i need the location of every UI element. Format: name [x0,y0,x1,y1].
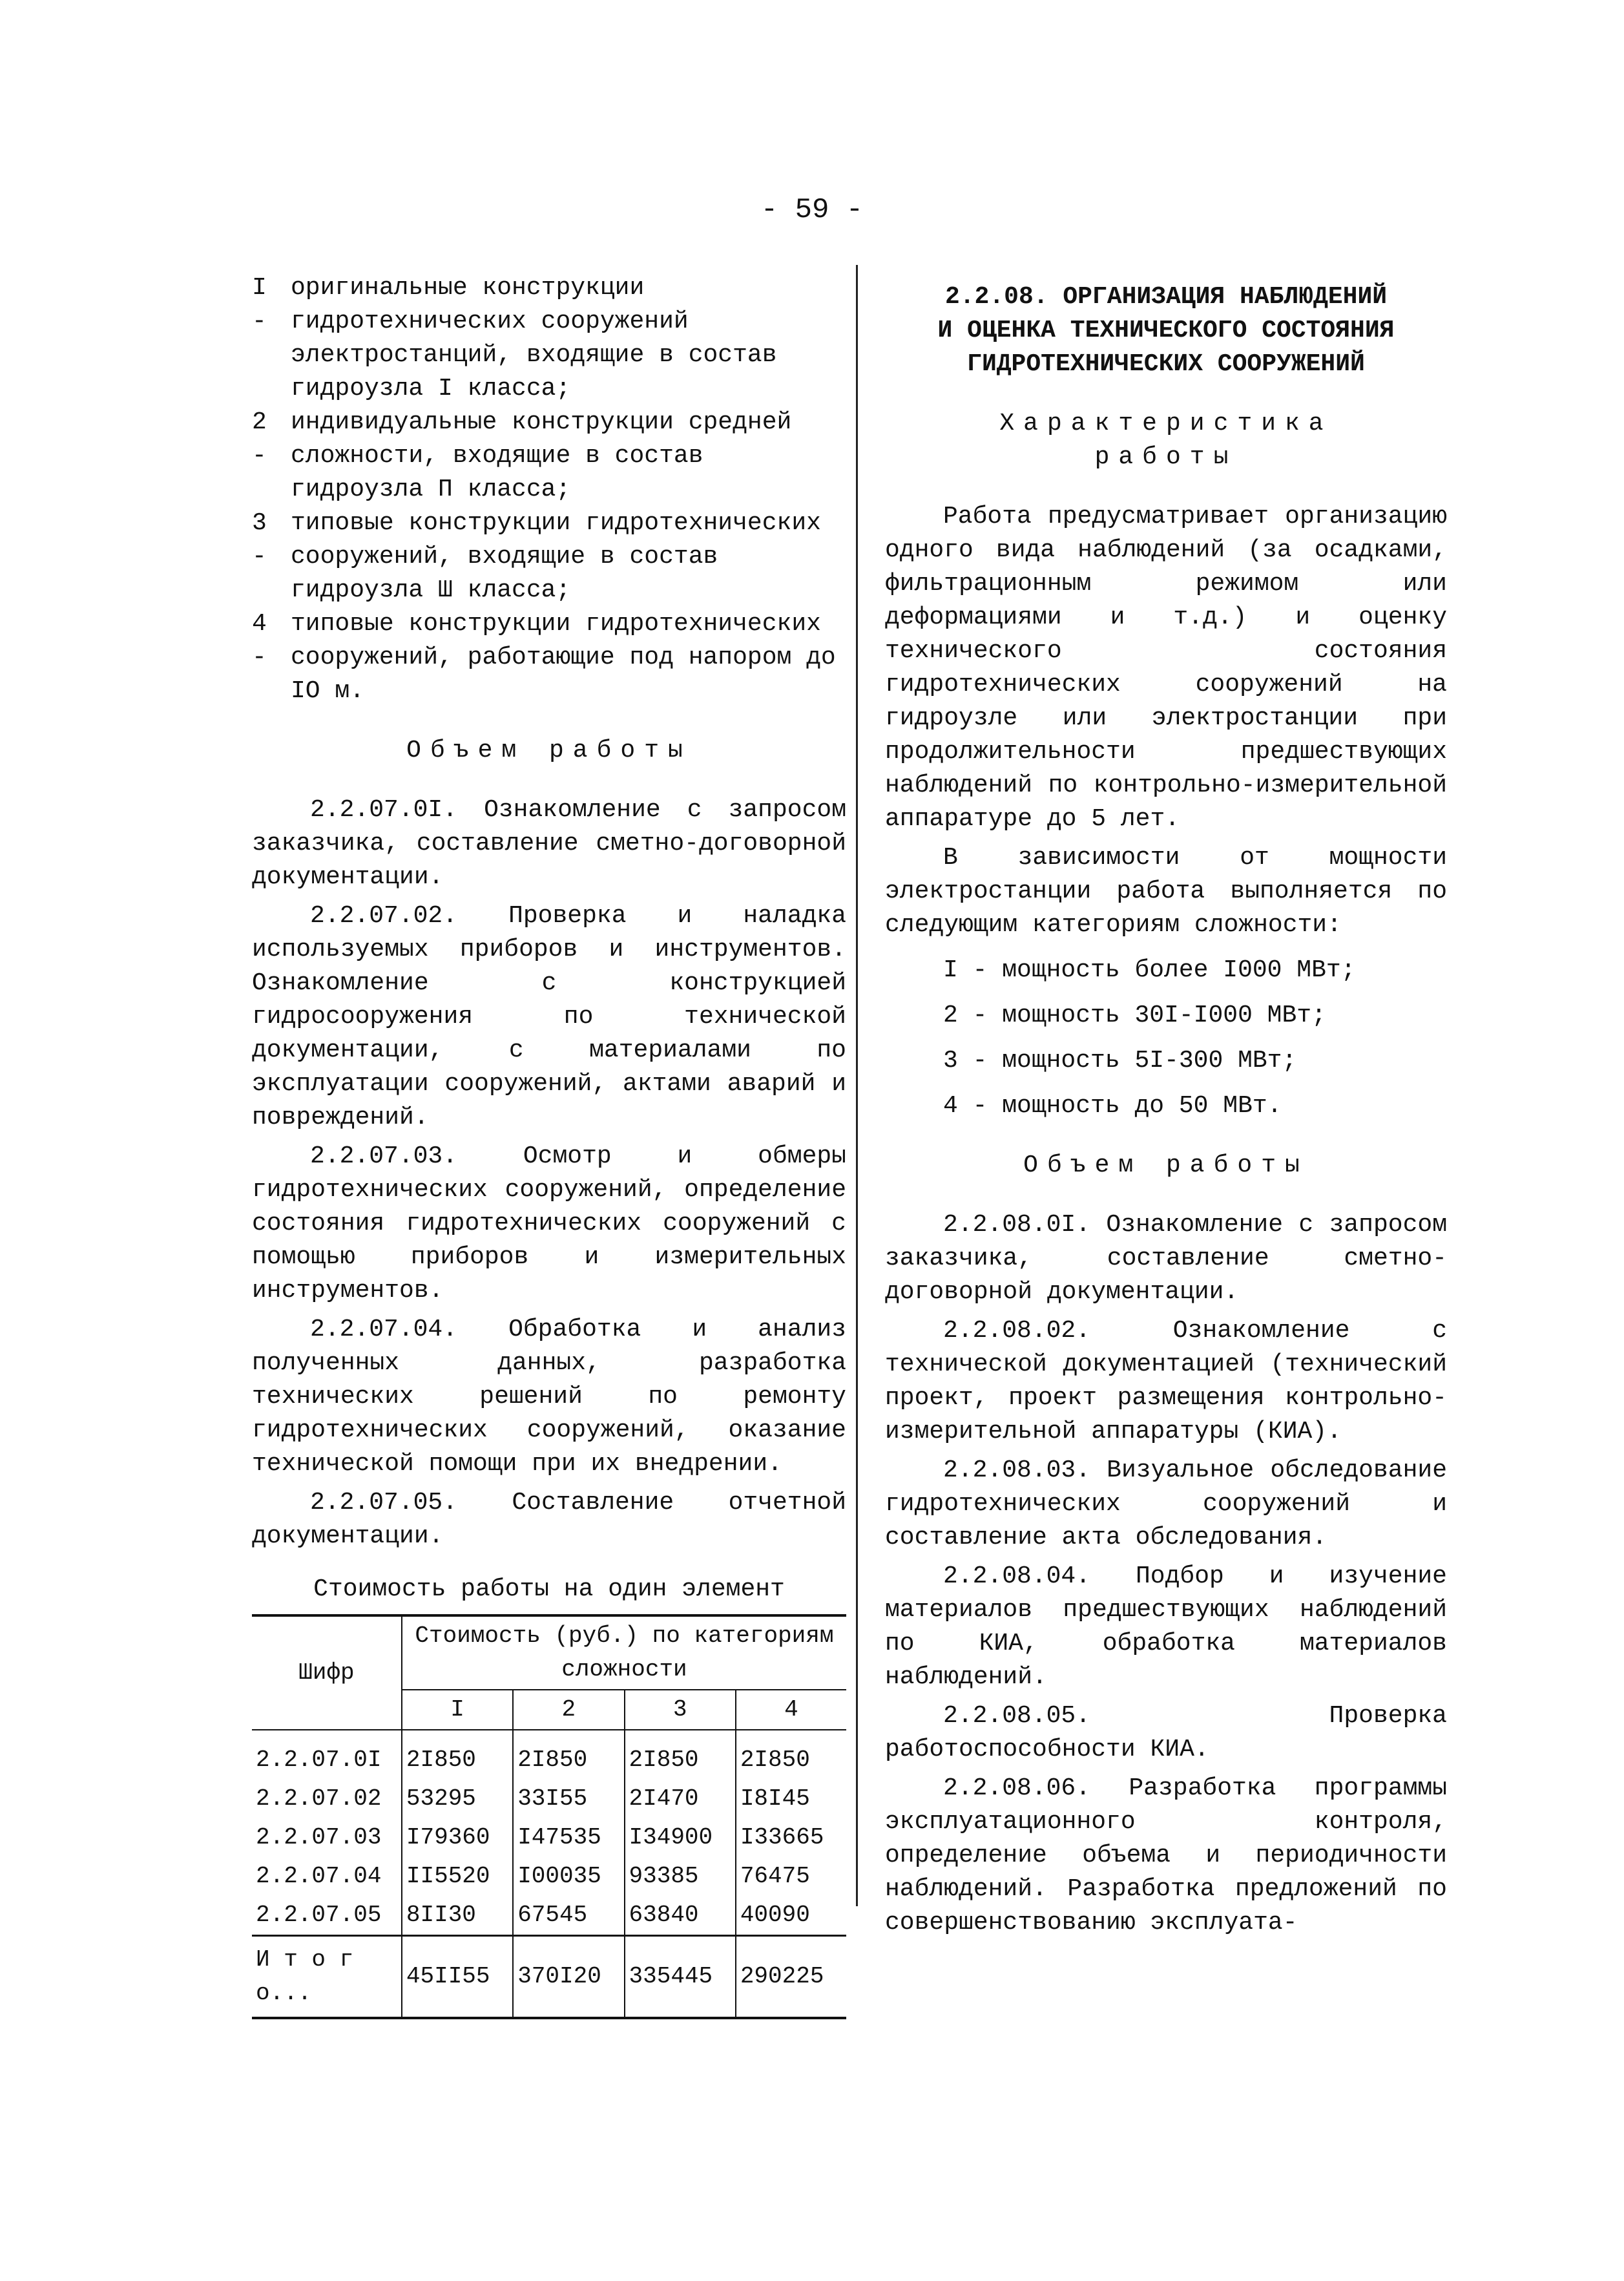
power-category: 2 - мощность 30I-I000 МВт; [943,1002,1326,1029]
title-line: ГИДРОТЕХНИЧЕСКИХ СООРУЖЕНИЙ [967,350,1365,378]
table-row: 2.2.07.05 8II30 67545 63840 40090 [252,1896,846,1936]
paragraph: 2.2.08.0I. Ознакомление с запросом заказчика, составление сметно-договорной документации. [885,1211,1447,1306]
paragraph: 2.2.07.02. Проверка и наладка используемых приборов и инструментов. Ознакомление с конструкцией гидросооружения по технической документации, с материалами по эксплуатации сооружений, актами аварий и повреждений. [252,902,846,1131]
table-header-code: Шифр [252,1615,402,1730]
table-header-cost: Стоимость (руб.) по категориям сложности [402,1615,846,1690]
paragraph: 2.2.07.05. Составление отчетной документации. [252,1489,846,1550]
table-row: 2.2.07.04 II5520 I00035 93385 76475 [252,1857,846,1896]
paragraph: 2.2.07.03. Осмотр и обмеры гидротехнических сооружений, определение состояния гидротехнических сооружений с помощью приборов и измерительных инструментов. [252,1142,846,1305]
power-category: 3 - мощность 5I-300 МВт; [943,1047,1297,1075]
list-item: 2 - индивидуальные конструкции средней сложности, входящие в состав гидроузла П класса; [252,408,792,503]
table-row: 2.2.07.0I 2I850 2I850 2I850 2I850 [252,1730,846,1780]
paragraph: В зависимости от мощности электростанции работа выполняется по следующим категориям сложности: [885,844,1447,939]
right-column [885,271,1447,1945]
cost-table [252,1614,846,2019]
section-heading: работы [1094,443,1238,471]
title-line: И ОЦЕНКА ТЕХНИЧЕСКОГО СОСТОЯНИЯ [937,317,1395,344]
table-header-cat: 3 [625,1690,736,1730]
page-number: - 59 - [760,194,864,226]
section-title [885,280,1447,381]
power-category: I - мощность более I000 МВт; [943,956,1356,984]
table-header-cat: I [402,1690,513,1730]
table-row: 2.2.07.02 53295 33I55 2I470 I8I45 [252,1780,846,1818]
section-heading: Объем работы [406,737,692,764]
paragraph: Работа предусматривает организацию одного вида наблюдений (за осадками, фильтрационным режимом или деформациями и т.д.) и оценку технического состояния гидротехнических сооружений на гидроузле или электростанции при продолжительности предшествующих наблюдений по контрольно-измерительной аппаратуре до 5 лет. [885,503,1447,833]
table-caption: Стоимость работы на один элемент [313,1575,785,1603]
paragraph: 2.2.07.04. Обработка и анализ полученных данных, разработка технических решений по ремонту гидротехнических сооружений, оказание технической помощи при их внедрении. [252,1316,846,1478]
section-heading: Характеристика [999,410,1333,437]
section-heading: Объем работы [1023,1151,1309,1179]
paragraph: 2.2.08.05. Проверка работоспособности КИА. [885,1702,1447,1763]
table-header-cat: 4 [736,1690,846,1730]
paragraph: 2.2.08.02. Ознакомление с технической документацией (технический проект, проект размещения контрольно-измерительной аппаратуры (КИА). [885,1317,1447,1445]
paragraph: 2.2.07.0I. Ознакомление с запросом заказчика, составление сметно-договорной документации. [252,796,846,891]
list-item: 4 - типовые конструкции гидротехнических сооружений, работающие под напором до IO м. [252,610,836,705]
title-line: 2.2.08. ОРГАНИЗАЦИЯ НАБЛЮДЕНИЙ [944,283,1388,311]
paragraph: 2.2.08.03. Визуальное обследование гидротехнических сооружений и составление акта обследования. [885,1456,1447,1551]
list-item: I - оригинальные конструкции гидротехнических сооружений электростанций, входящие в состав гидроузла I класса; [252,274,777,403]
table-header-cat: 2 [513,1690,624,1730]
table-row: 2.2.07.03 I79360 I47535 I34900 I33665 [252,1818,846,1857]
list-item: 3 - типовые конструкции гидротехнических сооружений, входящие в состав гидроузла Ш класса; [252,509,821,604]
left-column [252,271,846,2019]
column-divider [856,265,858,1906]
paragraph: 2.2.08.06. Разработка программы эксплуатационного контроля, определение объема и периодичности наблюдений. Разработка предложений по совершенствованию эксплуата- [885,1774,1447,1937]
paragraph: 2.2.08.04. Подбор и изучение материалов предшествующих наблюдений по КИА, обработка материалов наблюдений. [885,1562,1447,1691]
category-list [252,271,846,708]
power-category: 4 - мощность до 50 МВт. [943,1092,1282,1120]
table-total-row: И т о г о... 45II55 370I20 335445 290225 [252,1936,846,2019]
